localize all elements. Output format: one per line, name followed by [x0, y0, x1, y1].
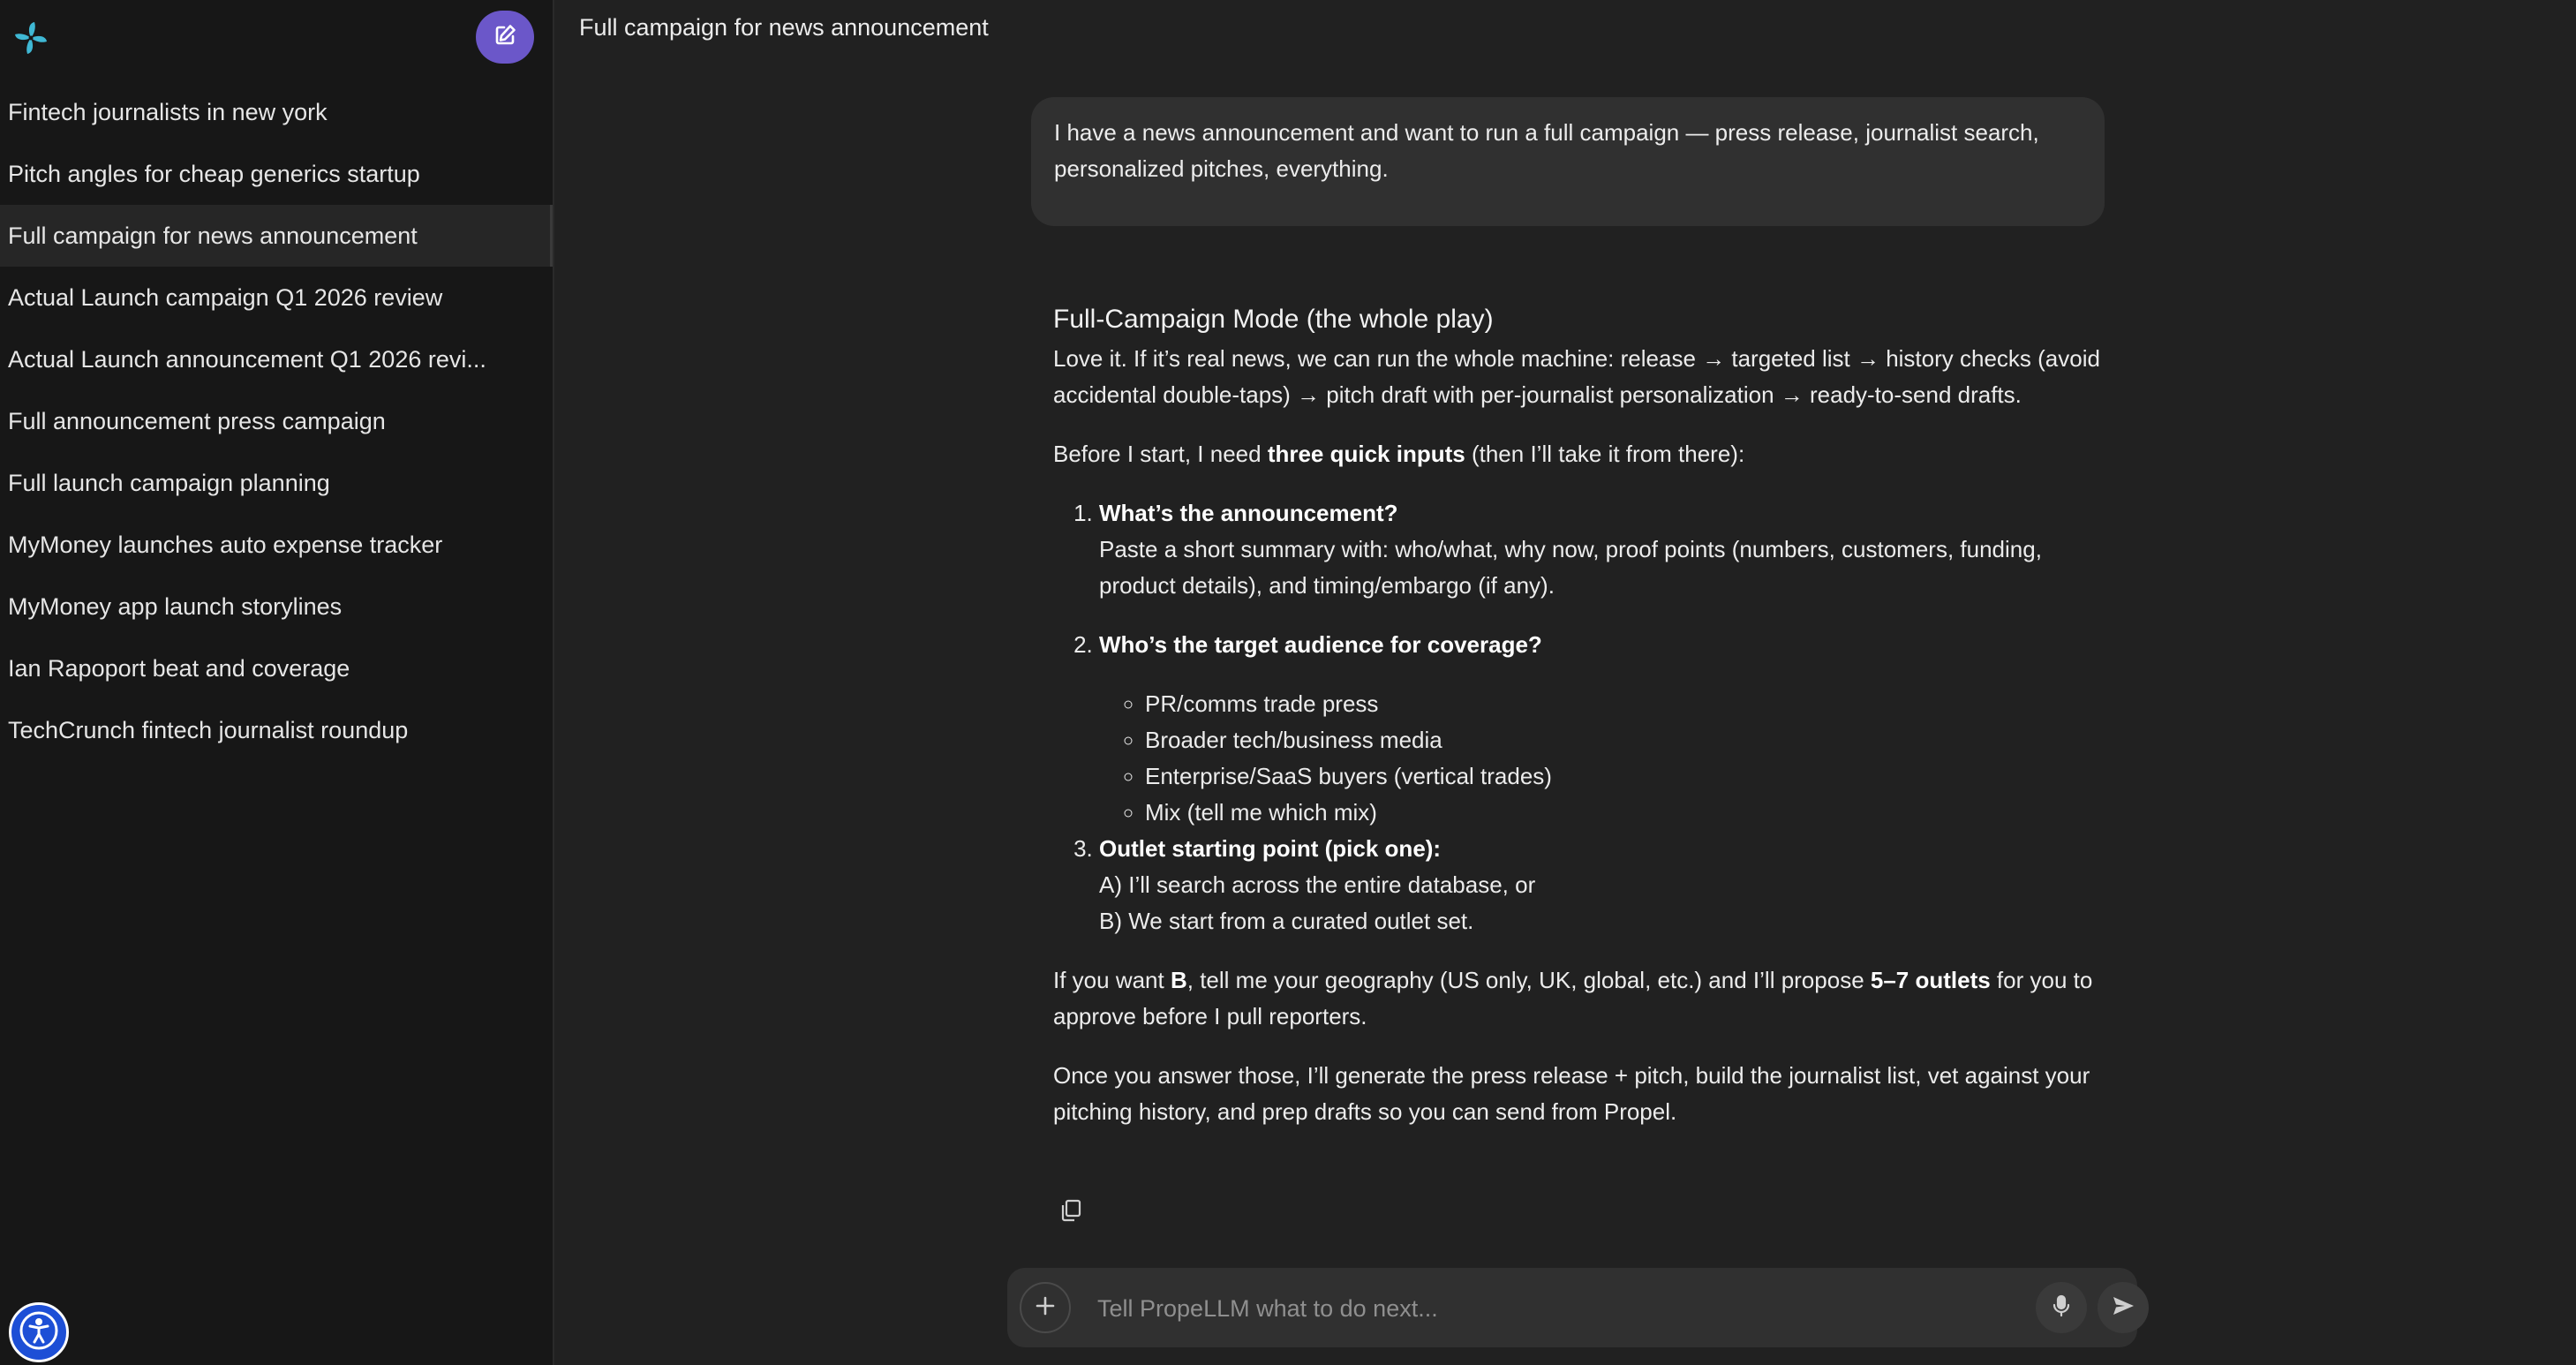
send-button[interactable]: [2098, 1282, 2149, 1333]
pinwheel-logo-icon[interactable]: [12, 19, 49, 57]
history-item[interactable]: Full launch campaign planning: [8, 470, 330, 496]
assistant-closing: Once you answer those, I’ll generate the press release + pitch, build the journalist list, vet against your pitching history, and prep drafts so you can send from Propel.: [1053, 1062, 2090, 1125]
list-item: ◦ PR/comms trade press: [1145, 686, 2108, 722]
history-item[interactable]: Ian Rapoport beat and coverage: [8, 655, 350, 682]
copy-icon[interactable]: [1058, 1197, 1084, 1224]
assistant-message: [1053, 300, 2108, 1153]
list-item: ◦ Mix (tell me which mix): [1145, 795, 2108, 831]
chat-title: Full campaign for news announcement: [579, 14, 989, 41]
history-item[interactable]: Actual Launch campaign Q1 2026 review: [8, 284, 443, 311]
assistant-intro: Love it. If it’s real news, we can run the whole machine: release → targeted list → history checks (avoid accidental double-taps) → pitch draft with per-journalist personalization → ready-to-send drafts.: [1053, 345, 2100, 408]
chat-history-list: [0, 81, 553, 761]
accessibility-icon: [18, 1309, 60, 1356]
list-item: ◦ Broader tech/business media: [1145, 722, 2108, 758]
accessibility-button[interactable]: [9, 1302, 69, 1362]
list-item: ◦ Enterprise/SaaS buyers (vertical trades): [1145, 758, 2108, 795]
inputs-list: [1053, 495, 2108, 939]
history-item[interactable]: Pitch angles for cheap generics startup: [8, 161, 420, 187]
edit-icon: [493, 23, 517, 52]
plus-icon: [1034, 1294, 1057, 1322]
mic-button[interactable]: [2036, 1282, 2087, 1333]
prompt-input[interactable]: [1096, 1286, 1982, 1331]
history-item-active[interactable]: Full campaign for news announcement: [0, 205, 553, 267]
user-message-bubble: I have a news announcement and want to run a full campaign — press release, journalist search, personalized pitches, everything.: [1031, 97, 2105, 226]
assistant-heading: Full-Campaign Mode (the whole play): [1053, 305, 1494, 334]
composer: [1007, 1268, 2137, 1347]
sidebar: [0, 0, 554, 1365]
history-item[interactable]: MyMoney launches auto expense tracker: [8, 532, 443, 558]
history-item[interactable]: Fintech journalists in new york: [8, 99, 328, 125]
microphone-icon: [2050, 1294, 2073, 1322]
new-chat-button[interactable]: [476, 11, 534, 64]
chat-main: [554, 0, 2576, 1365]
history-item[interactable]: Actual Launch announcement Q1 2026 revi...: [8, 346, 486, 373]
send-icon: [2111, 1293, 2135, 1323]
history-item[interactable]: MyMoney app launch storylines: [8, 593, 343, 620]
history-item[interactable]: TechCrunch fintech journalist roundup: [8, 717, 409, 743]
attach-button[interactable]: [1020, 1282, 1071, 1333]
list-item: 3. Outlet starting point (pick one): A) I’ll search across the entire database, or B) We start from a curated outlet set.: [1099, 831, 2108, 939]
list-item: 1. What’s the announcement? Paste a short summary with: who/what, why now, proof points (numbers, customers, funding, product details), and timing/embargo (if any).: [1099, 495, 2108, 604]
history-item[interactable]: Full announcement press campaign: [8, 408, 386, 434]
audience-options: [1099, 686, 2108, 831]
assistant-before: Before I start, I need three quick inputs (then I’ll take it from there):: [1053, 441, 1745, 467]
assistant-geography: If you want B, tell me your geography (US only, UK, global, etc.) and I’ll propose 5–7 outlets for you to approve before I pull reporters.: [1053, 967, 2093, 1029]
list-item: 2. Who’s the target audience for coverage? ◦ PR/comms trade press ◦ Broader tech/business media ◦ Enterprise/SaaS buyers (vertical trades) ◦ Mix (tell me which mix): [1099, 627, 2108, 831]
